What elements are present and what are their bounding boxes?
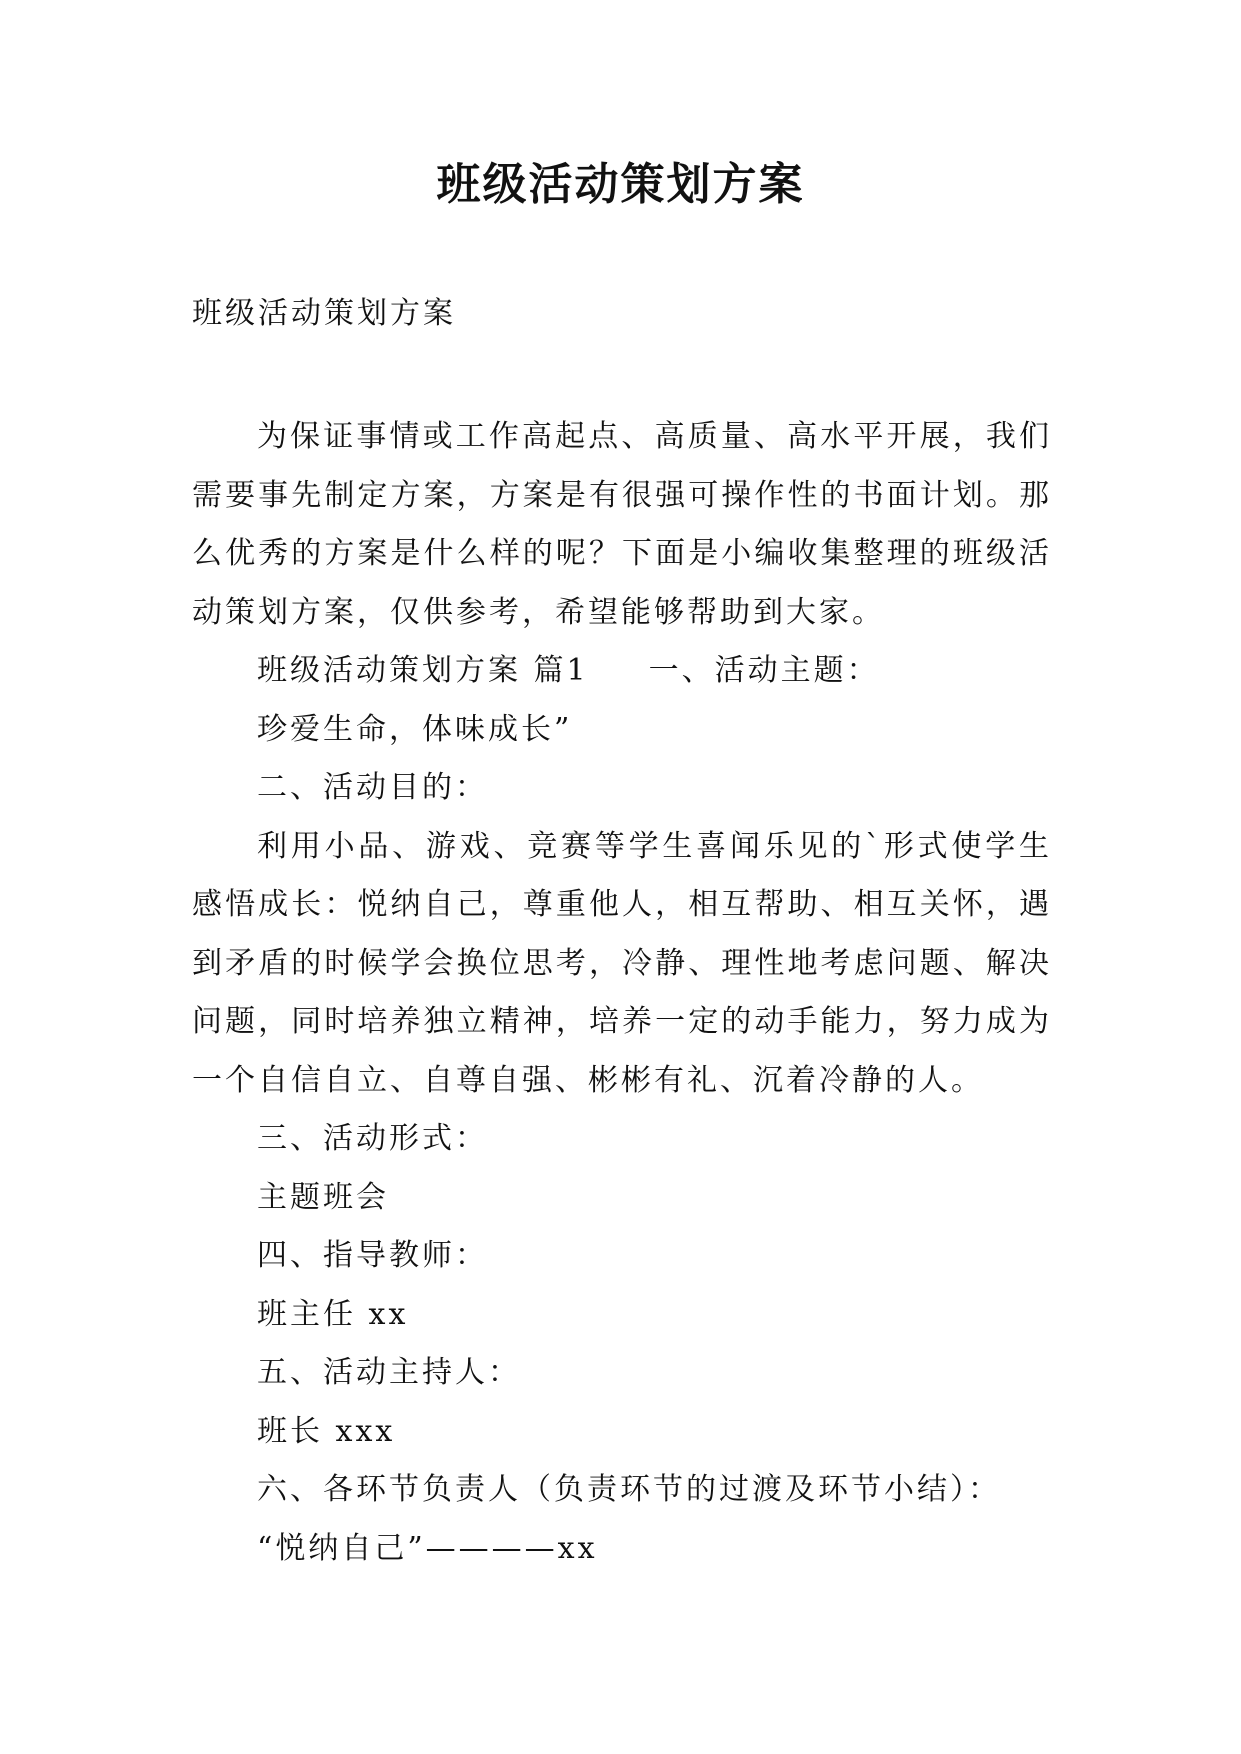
section-heading-row xyxy=(192,642,1052,701)
document-subtitle: 班级活动策划方案 xyxy=(192,296,456,331)
document-body xyxy=(192,408,1052,1578)
heading-teacher: 四、指导教师： xyxy=(257,1238,488,1273)
teacher-text: 班主任 xx xyxy=(257,1296,409,1332)
segment-text: “悦纳自己”————xx xyxy=(257,1530,598,1566)
purpose-paragraph: 利用小品、游戏、竞赛等学生喜闻乐见的`形式使学生感悟成长：悦纳自己，尊重他人，相互帮助、相互关怀，遇到矛盾的时候学会换位思考，冷静、理性地考虑问题、解决问题，同时培养独立精神，培养一定的动手能力，努力成为一个自信自立、自尊自强、彬彬有礼、沉着冷静的人。 xyxy=(192,828,1052,1098)
heading-segments: 六、各环节负责人（负责环节的过渡及环节小结）： xyxy=(257,1472,1001,1507)
heading-host: 五、活动主持人： xyxy=(257,1355,521,1390)
heading-purpose: 二、活动目的： xyxy=(257,770,488,805)
heading-theme: 一、活动主题： xyxy=(648,653,880,688)
section-label: 班级活动策划方案 篇1 xyxy=(257,653,589,688)
theme-text: 珍爱生命，体味成长” xyxy=(257,711,573,747)
document-title: 班级活动策划方案 xyxy=(436,159,805,210)
form-text: 主题班会 xyxy=(257,1179,389,1215)
intro-paragraph: 为保证事情或工作高起点、高质量、高水平开展，我们需要事先制定方案，方案是有很强可操作性的书面计划。那么优秀的方案是什么样的呢？下面是小编收集整理的班级活动策划方案，仅供参考，希望能够帮助到大家。 xyxy=(192,419,1052,630)
heading-form: 三、活动形式： xyxy=(257,1121,488,1156)
host-text: 班长 xxx xyxy=(257,1413,396,1449)
